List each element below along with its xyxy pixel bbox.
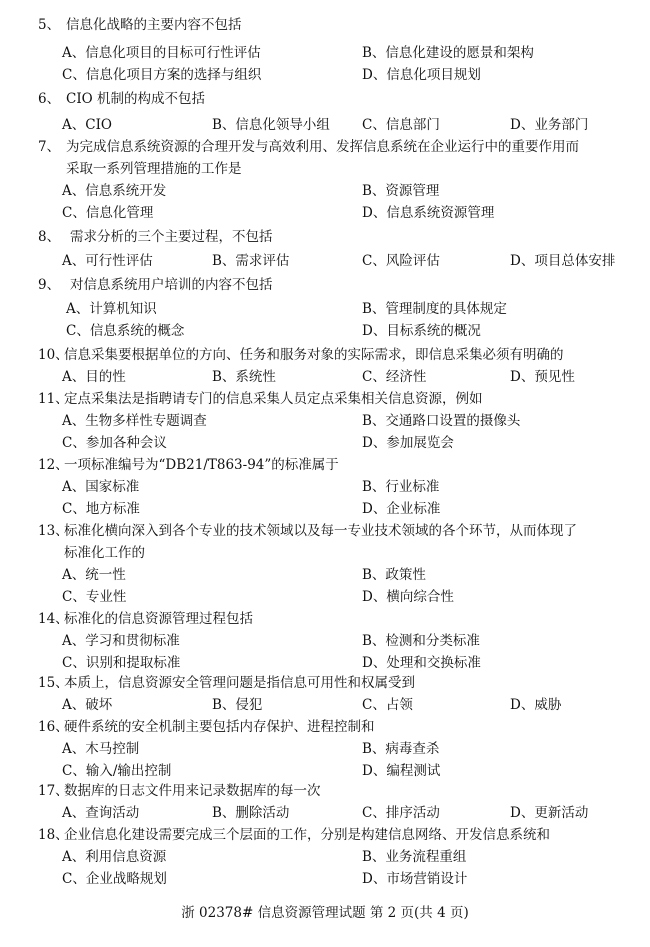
question-number: 18、 xyxy=(38,827,69,843)
option-a: A、学习和贯彻标准 xyxy=(62,633,180,649)
option-b: B、管理制度的具体规定 xyxy=(362,301,507,317)
page-footer: 浙 02378# 信息资源管理试题 第 2 页(共 4 页) xyxy=(181,905,469,921)
option-d: D、处理和交换标准 xyxy=(362,655,481,671)
option-c: C、企业战略规划 xyxy=(62,871,167,887)
question-number: 12、 xyxy=(38,457,69,473)
question-stem: 15、本质上，信息资源安全管理问题是指信息可用性和权属受到 xyxy=(38,672,415,694)
option-d: D、编程测试 xyxy=(362,763,441,779)
option-d: D、信息系统资源管理 xyxy=(362,205,495,221)
option-c: C、输入/输出控制 xyxy=(62,763,172,779)
option-a: A、可行性评估 xyxy=(62,253,153,269)
option-a: A、计算机知识 xyxy=(66,301,157,317)
option-b: B、检测和分类标准 xyxy=(362,633,480,649)
question-stem-continued: 采取一系列管理措施的工作是 xyxy=(66,161,242,177)
option-d: D、市场营销设计 xyxy=(362,871,468,887)
option-c: C、参加各种会议 xyxy=(62,435,167,451)
question-stem: 14、标准化的信息资源管理过程包括 xyxy=(38,608,253,630)
option-c: C、信息系统的概念 xyxy=(66,323,185,339)
option-a: A、信息系统开发 xyxy=(62,183,167,199)
option-b: B、交通路口设置的摄像头 xyxy=(362,413,521,429)
question-number: 16、 xyxy=(38,719,69,735)
option-b: B、侵犯 xyxy=(212,697,263,713)
option-d: D、参加展览会 xyxy=(362,435,454,451)
option-b: B、政策性 xyxy=(362,567,426,583)
option-b: B、资源管理 xyxy=(362,183,440,199)
question-stem-continued: 标准化工作的 xyxy=(64,545,145,561)
option-c: C、风险评估 xyxy=(362,253,440,269)
question-number: 11、 xyxy=(38,391,69,407)
option-c: C、地方标准 xyxy=(62,501,140,517)
option-c: C、信息化项目方案的选择与组织 xyxy=(62,67,262,83)
option-c: C、经济性 xyxy=(362,369,427,385)
option-b: B、信息化建设的愿景和架构 xyxy=(362,45,534,61)
question-number: 15、 xyxy=(38,675,69,691)
option-a: A、国家标准 xyxy=(62,479,140,495)
option-b: B、业务流程重组 xyxy=(362,849,467,865)
question-number: 5、 xyxy=(38,17,61,33)
question-stem: 10、信息采集要根据单位的方向、任务和服务对象的实际需求，即信息采集必须有明确的 xyxy=(38,344,564,366)
option-b: B、系统性 xyxy=(212,369,276,385)
question-stem: 18、企业信息化建设需要完成三个层面的工作，分别是构建信息网络、开发信息系统和 xyxy=(38,824,550,846)
option-c: C、信息化管理 xyxy=(62,205,154,221)
option-a: A、CIO xyxy=(62,117,112,133)
option-d: D、威胁 xyxy=(510,697,562,713)
option-d: D、项目总体安排 xyxy=(510,253,616,269)
question-number: 9、 xyxy=(38,277,61,293)
option-a: A、查询活动 xyxy=(62,805,140,821)
question-number: 17、 xyxy=(38,783,69,799)
question-number: 6、 xyxy=(38,91,61,107)
option-c: C、识别和提取标准 xyxy=(62,655,181,671)
option-b: B、需求评估 xyxy=(212,253,290,269)
question-number: 13、 xyxy=(38,523,69,539)
question-stem: 17、数据库的日志文件用来记录数据库的每一次 xyxy=(38,780,321,802)
option-c: C、占领 xyxy=(362,697,413,713)
option-c: C、专业性 xyxy=(62,589,127,605)
option-d: D、预见性 xyxy=(510,369,575,385)
option-c: C、排序活动 xyxy=(362,805,440,821)
option-d: D、业务部门 xyxy=(510,117,589,133)
option-d: D、横向综合性 xyxy=(362,589,454,605)
option-a: A、目的性 xyxy=(62,369,126,385)
option-b: B、行业标准 xyxy=(362,479,440,495)
option-d: D、企业标准 xyxy=(362,501,441,517)
option-a: A、利用信息资源 xyxy=(62,849,167,865)
question-stem: 11、定点采集法是指聘请专门的信息采集人员定点采集相关信息资源，例如 xyxy=(38,388,483,410)
question-stem: 9、 对信息系统用户培训的内容不包括 xyxy=(38,274,273,296)
option-d: D、目标系统的概况 xyxy=(362,323,481,339)
question-stem: 7、 为完成信息系统资源的合理开发与高效利用、发挥信息系统在企业运行中的重要作用而 xyxy=(38,136,579,158)
option-d: D、更新活动 xyxy=(510,805,589,821)
question-stem: 13、标准化横向深入到各个专业的技术领域以及每一专业技术领域的各个环节，从而体现了 xyxy=(38,520,577,542)
option-b: B、病毒查杀 xyxy=(362,741,440,757)
option-a: A、信息化项目的目标可行性评估 xyxy=(62,45,261,61)
question-stem: 6、 CIO 机制的构成不包括 xyxy=(38,88,205,110)
question-number: 7、 xyxy=(38,139,61,155)
option-a: A、统一性 xyxy=(62,567,126,583)
question-stem: 5、 信息化战略的主要内容不包括 xyxy=(38,14,242,36)
option-a: A、木马控制 xyxy=(62,741,140,757)
option-a: A、生物多样性专题调查 xyxy=(62,413,207,429)
question-stem: 12、一项标准编号为“DB21/T863-94”的标准属于 xyxy=(38,454,339,476)
option-c: C、信息部门 xyxy=(362,117,440,133)
question-stem: 8、 需求分析的三个主要过程，不包括 xyxy=(38,226,273,248)
option-b: B、删除活动 xyxy=(212,805,290,821)
option-d: D、信息化项目规划 xyxy=(362,67,481,83)
question-stem: 16、硬件系统的安全机制主要包括内存保护、进程控制和 xyxy=(38,716,375,738)
question-number: 14、 xyxy=(38,611,69,627)
question-number: 10、 xyxy=(38,347,69,363)
option-b: B、信息化领导小组 xyxy=(212,117,330,133)
question-number: 8、 xyxy=(38,229,61,245)
option-a: A、破坏 xyxy=(62,697,113,713)
